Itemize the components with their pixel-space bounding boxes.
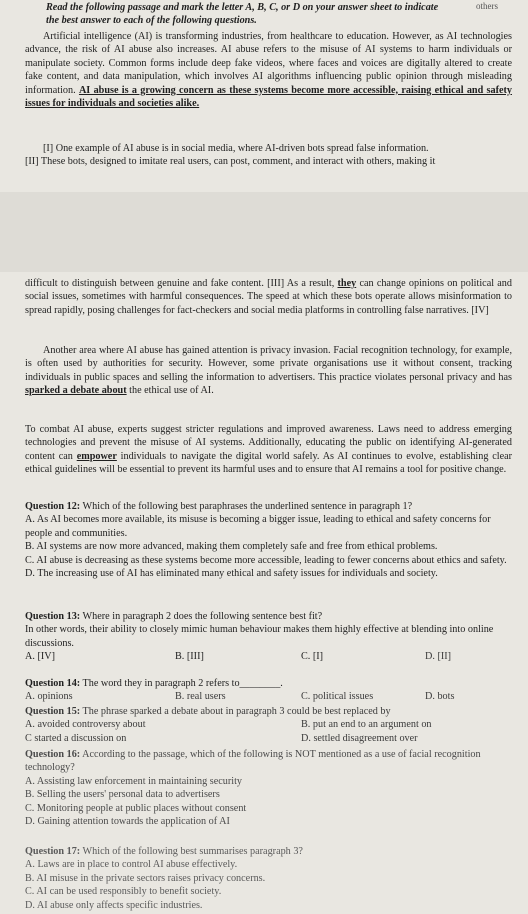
underlined-they: they	[337, 278, 357, 289]
paragraph-4-end: individuals to navigate the digital world safely. As AI continues to evolve, establishing clear ethical guidelines will be essential to prevent its harmful uses and to ensure that AI remains a tool for positive change.	[25, 450, 513, 476]
question-14-option-a[interactable]: A. opinions	[25, 691, 73, 703]
paragraph-4	[25, 423, 512, 477]
question-17-option-c[interactable]: C. AI can be used responsibly to benefit society.	[25, 886, 222, 898]
question-16-option-b[interactable]: B. Selling the users' personal data to advertisers	[25, 789, 220, 801]
question-17-text: Which of the following best summarises paragraph 3?	[80, 846, 303, 857]
question-14-option-d[interactable]: D. bots	[425, 691, 455, 703]
question-12-option-d[interactable]: D. The increasing use of AI has eliminated many ethical and safety issues for individuals and society.	[25, 568, 438, 580]
paragraph-2-continuation	[25, 277, 512, 317]
question-13-option-a[interactable]: A. [IV]	[25, 651, 55, 663]
question-17	[25, 845, 512, 912]
paragraph-2-line-1: [I] One example of AI abuse is in social media, where AI-driven bots spread false information.	[43, 143, 429, 154]
paragraph-1-underlined-sentence: AI abuse is a growing concern as these systems become more accessible, raising ethical and safety issues for individuals and societies alike.	[25, 84, 512, 110]
paragraph-2-line-2: [II] These bots, designed to imitate real users, can post, comment, and interact with others, making it	[25, 156, 436, 168]
question-12-option-b[interactable]: B. AI systems are now more advanced, making them completely safe and free from ethical problems.	[25, 541, 438, 553]
question-16	[25, 748, 512, 828]
question-17-stem	[25, 845, 512, 858]
question-15-options-row-2	[25, 732, 512, 745]
question-12-option-c[interactable]: C. AI abuse is decreasing as these systems become more accessible, leading to fewer concerns about ethics and safety.	[25, 554, 507, 566]
paragraph-2-cont-b: can change opinions on political and social issues, sometimes with harmful consequences. The speed at which these bots operate allows misinformation to spread rapidly, posing challenges for fact-checkers and social media platforms in controlling false narratives. [IV]	[25, 278, 512, 316]
question-12-text: Which of the following best paraphrases the underlined sentence in paragraph 1?	[80, 501, 413, 512]
page-fold-gap	[0, 192, 528, 272]
question-12-label: Question 12:	[25, 501, 81, 512]
question-17-option-d[interactable]: D. AI abuse only affects specific industries.	[25, 899, 203, 911]
question-13-option-b[interactable]: B. [III]	[175, 651, 204, 663]
question-15-option-b[interactable]: B. put an end to an argument on	[301, 719, 432, 731]
question-16-text: According to the passage, which of the following is NOT mentioned as a use of facial recognition technology?	[25, 749, 481, 774]
paragraph-2-start	[25, 142, 512, 169]
question-13	[25, 610, 512, 664]
question-15	[25, 705, 512, 745]
question-12-stem	[25, 500, 512, 513]
question-14-text: The word they in paragraph 2 refers to	[80, 678, 240, 689]
paragraph-2-cont-text	[25, 277, 512, 317]
question-15-option-c[interactable]: C started a discussion on	[25, 732, 127, 744]
question-13-sentence: In other words, their ability to closely mimic human behaviour makes them highly effective at blending into online discussions.	[25, 624, 494, 649]
paragraph-3-text	[25, 344, 512, 398]
paragraph-2-cont-a: difficult to distinguish between genuine and fake content. [III] As a result,	[25, 278, 338, 289]
paragraph-1-text	[25, 30, 512, 110]
question-15-option-d[interactable]: D. settled disagreement over	[301, 732, 418, 744]
paragraph-3	[25, 344, 512, 398]
question-16-option-d[interactable]: D. Gaining attention towards the application of AI	[25, 816, 230, 828]
question-13-option-c[interactable]: C. [I]	[301, 651, 324, 663]
question-15-options-row-1	[25, 718, 512, 731]
paragraph-3-end: the ethical use of AI.	[126, 385, 214, 397]
question-14-option-c[interactable]: C. political issues	[301, 691, 374, 703]
question-15-stem	[25, 705, 512, 718]
instruction-line-1: Read the following passage and mark the letter A, B, C, or D on your answer sheet to indicate	[46, 2, 439, 13]
question-14-options	[25, 690, 512, 703]
paragraph-3-body: Another area where AI abuse has gained attention is privacy invasion. Facial recognition technology, for example, is often used by authorities for security. However, some private organisations use it without consent, tracking individuals in public spaces and selling the information to advertisers. This practice violates personal privacy and has	[25, 345, 512, 383]
corner-note: others	[476, 1, 498, 11]
underlined-empower: empower	[76, 450, 117, 462]
question-16-option-a[interactable]: A. Assisting law enforcement in maintaining security	[25, 775, 243, 787]
question-14	[25, 677, 512, 704]
paragraph-1	[25, 30, 512, 110]
instructions	[46, 1, 516, 28]
question-13-label: Question 13:	[25, 611, 81, 622]
question-17-option-a[interactable]: A. Laws are in place to control AI abuse effectively.	[25, 859, 238, 871]
question-12-option-a[interactable]: A. As AI becomes more available, its misuse is becoming a bigger issue, leading to ethical and safety concerns for people and communities.	[25, 514, 491, 539]
question-14-blank: ________.	[239, 678, 283, 689]
question-15-option-a[interactable]: A. avoided controversy about	[25, 719, 146, 731]
question-15-text: The phrase sparked a debate about in paragraph 3 could be best replaced by	[80, 706, 391, 717]
question-13-options	[25, 650, 512, 663]
paragraph-3-underlined-phrase: sparked a debate about	[25, 385, 127, 397]
question-14-label: Question 14:	[25, 678, 81, 689]
question-13-option-d[interactable]: D. [II]	[425, 651, 452, 663]
question-15-label: Question 15:	[25, 706, 81, 717]
question-16-stem	[25, 748, 512, 775]
instruction-line-2: the best answer to each of the following questions.	[46, 15, 257, 27]
question-14-stem	[25, 677, 512, 690]
question-16-option-c[interactable]: C. Monitoring people at public places without consent	[25, 802, 247, 814]
paragraph-4-body: To combat AI abuse, experts suggest stricter regulations and improved awareness. Laws need to address emerging technologies and prevent the misuse of AI systems. Additionally, educating the public on identifying AI-generated content can	[25, 424, 512, 462]
paragraph-4-text	[25, 423, 512, 477]
question-13-stem	[25, 610, 512, 623]
question-17-label: Question 17:	[25, 846, 81, 857]
question-12	[25, 500, 512, 580]
question-13-text: Where in paragraph 2 does the following sentence best fit?	[80, 611, 323, 622]
question-16-label: Question 16:	[25, 749, 81, 760]
question-14-option-b[interactable]: B. real users	[175, 691, 226, 703]
question-17-option-b[interactable]: B. AI misuse in the private sectors raises privacy concerns.	[25, 872, 266, 884]
paragraph-1-body: Artificial intelligence (AI) is transforming industries, from healthcare to education. However, as AI technologies advance, the risk of AI abuse also increases. AI abuse refers to the misuse of AI systems to harm individuals or manipulate society. Common forms include deep fake videos, where faces and voices are digitally altered to create fake content, and data manipulation, which involves AI algorithms influencing public opinion through misleading information.	[25, 31, 512, 96]
